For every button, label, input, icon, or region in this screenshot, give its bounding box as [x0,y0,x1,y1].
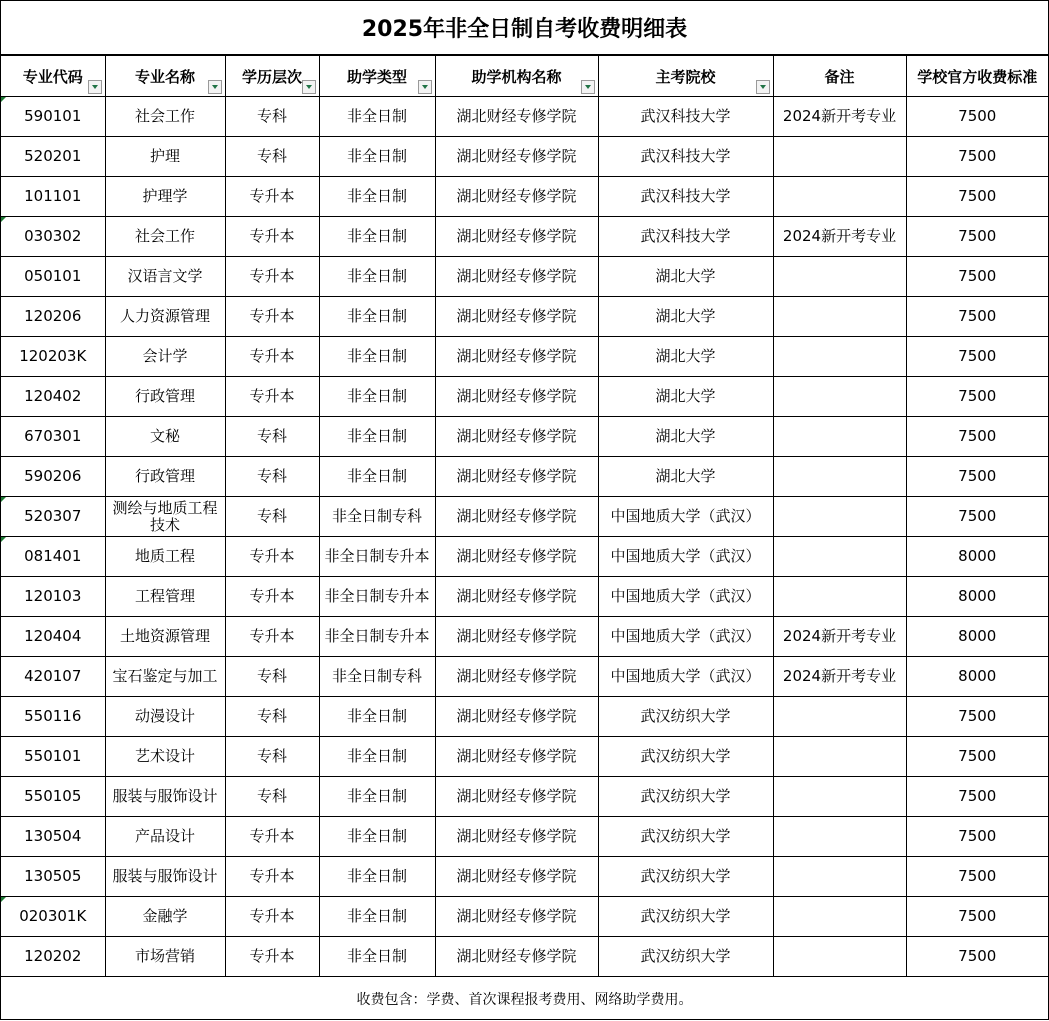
cell-type[interactable]: 非全日制 [319,857,435,897]
cell-type[interactable]: 非全日制 [319,177,435,217]
table-row [1,737,1048,777]
cell-org[interactable]: 湖北财经专修学院 [435,937,598,977]
cell-fee[interactable]: 8000 [906,577,1048,617]
cell-major[interactable]: 汉语言文学 [105,257,225,297]
cell-school[interactable]: 武汉纺织大学 [598,937,773,977]
error-indicator-triangle-icon [1,497,6,502]
cell-major[interactable]: 社会工作 [105,217,225,257]
cell-fee[interactable]: 7500 [906,497,1048,537]
cell-school[interactable]: 武汉纺织大学 [598,697,773,737]
cell-level[interactable]: 专升本 [225,377,319,417]
cell-level[interactable]: 专科 [225,417,319,457]
cell-level[interactable]: 专科 [225,697,319,737]
cell-note[interactable] [773,297,906,337]
cell-code[interactable]: 030302 [1,217,105,257]
cell-major[interactable]: 护理学 [105,177,225,217]
cell-note[interactable] [773,137,906,177]
cell-note[interactable] [773,697,906,737]
cell-code[interactable]: 120203K [1,337,105,377]
cell-fee[interactable]: 7500 [906,137,1048,177]
cell-type[interactable]: 非全日制 [319,457,435,497]
table-row [1,377,1048,417]
filter-dropdown-icon[interactable] [302,80,316,94]
cell-school[interactable]: 武汉科技大学 [598,177,773,217]
cell-school[interactable]: 湖北大学 [598,337,773,377]
cell-note[interactable] [773,337,906,377]
cell-type[interactable]: 非全日制 [319,337,435,377]
cell-major[interactable]: 服装与服饰设计 [105,857,225,897]
cell-code[interactable]: 081401 [1,537,105,577]
cell-fee[interactable]: 7500 [906,857,1048,897]
cell-type[interactable]: 非全日制 [319,897,435,937]
cell-level[interactable]: 专升本 [225,537,319,577]
cell-level[interactable]: 专科 [225,737,319,777]
cell-code[interactable]: 120404 [1,617,105,657]
cell-note[interactable] [773,817,906,857]
cell-note[interactable] [773,857,906,897]
cell-note[interactable] [773,377,906,417]
table-row [1,657,1048,697]
cell-code[interactable]: 520201 [1,137,105,177]
cell-type[interactable]: 非全日制专科 [319,657,435,697]
header-org: 助学机构名称 [435,56,598,97]
cell-fee[interactable]: 7500 [906,817,1048,857]
cell-note[interactable] [773,177,906,217]
cell-type[interactable]: 非全日制 [319,137,435,177]
cell-fee[interactable]: 7500 [906,217,1048,257]
cell-type[interactable]: 非全日制 [319,417,435,457]
cell-org[interactable]: 湖北财经专修学院 [435,737,598,777]
cell-fee[interactable]: 7500 [906,257,1048,297]
cell-major[interactable]: 文秘 [105,417,225,457]
cell-type[interactable]: 非全日制 [319,377,435,417]
cell-org[interactable]: 湖北财经专修学院 [435,457,598,497]
table-row [1,577,1048,617]
cell-code[interactable]: 050101 [1,257,105,297]
table-row [1,537,1048,577]
header-major: 专业名称 [105,56,225,97]
cell-major[interactable]: 动漫设计 [105,697,225,737]
cell-org[interactable]: 湖北财经专修学院 [435,257,598,297]
cell-fee[interactable]: 8000 [906,657,1048,697]
cell-school[interactable]: 中国地质大学（武汉） [598,657,773,697]
cell-type[interactable]: 非全日制专升本 [319,617,435,657]
cell-school[interactable]: 湖北大学 [598,417,773,457]
cell-note[interactable] [773,897,906,937]
cell-level[interactable]: 专科 [225,137,319,177]
cell-level[interactable]: 专升本 [225,937,319,977]
error-indicator-triangle-icon [1,897,6,902]
cell-level[interactable]: 专升本 [225,617,319,657]
cell-school[interactable]: 中国地质大学（武汉） [598,577,773,617]
cell-school[interactable]: 武汉纺织大学 [598,817,773,857]
cell-org[interactable]: 湖北财经专修学院 [435,177,598,217]
cell-note[interactable] [773,937,906,977]
cell-school[interactable]: 武汉纺织大学 [598,777,773,817]
cell-school[interactable]: 湖北大学 [598,257,773,297]
cell-fee[interactable]: 7500 [906,457,1048,497]
cell-fee[interactable]: 7500 [906,97,1048,137]
cell-code[interactable]: 550105 [1,777,105,817]
cell-fee[interactable]: 7500 [906,697,1048,737]
error-indicator-triangle-icon [1,217,6,222]
cell-school[interactable]: 中国地质大学（武汉） [598,617,773,657]
table-row [1,417,1048,457]
cell-org[interactable]: 湖北财经专修学院 [435,817,598,857]
cell-major[interactable]: 艺术设计 [105,737,225,777]
cell-level[interactable]: 专科 [225,497,319,537]
cell-note[interactable] [773,457,906,497]
table-row [1,257,1048,297]
header-row [1,56,1048,97]
cell-school[interactable]: 武汉纺织大学 [598,737,773,777]
footer-note: 收费包含：学费、首次课程报考费用、网络助学费用。 [356,992,693,1008]
cell-major[interactable]: 市场营销 [105,937,225,977]
cell-note[interactable]: 2024新开考专业 [773,657,906,697]
table-body [1,97,1048,977]
cell-major[interactable]: 人力资源管理 [105,297,225,337]
sheet-title: 2025年非全日制自考收费明细表 [1,1,1048,55]
cell-major[interactable]: 地质工程 [105,537,225,577]
cell-type[interactable]: 非全日制专科 [319,497,435,537]
cell-note[interactable]: 2024新开考专业 [773,97,906,137]
cell-level[interactable]: 专升本 [225,337,319,377]
cell-org[interactable]: 湖北财经专修学院 [435,137,598,177]
cell-school[interactable]: 武汉科技大学 [598,217,773,257]
table-row [1,337,1048,377]
cell-org[interactable]: 湖北财经专修学院 [435,297,598,337]
filter-dropdown-icon[interactable] [756,80,770,94]
cell-fee[interactable]: 8000 [906,617,1048,657]
cell-org[interactable]: 湖北财经专修学院 [435,497,598,537]
cell-fee[interactable]: 7500 [906,777,1048,817]
table-row [1,177,1048,217]
cell-major[interactable]: 会计学 [105,337,225,377]
table-row [1,937,1048,977]
cell-level[interactable]: 专升本 [225,217,319,257]
cell-major[interactable]: 服装与服饰设计 [105,777,225,817]
cell-major[interactable]: 行政管理 [105,457,225,497]
cell-note[interactable] [773,577,906,617]
error-indicator-triangle-icon [1,97,6,102]
cell-level[interactable]: 专科 [225,777,319,817]
cell-note[interactable] [773,777,906,817]
cell-org[interactable]: 湖北财经专修学院 [435,577,598,617]
header-school: 主考院校 [598,56,773,97]
cell-type[interactable]: 非全日制 [319,697,435,737]
header-code: 专业代码 [1,56,105,97]
table-row [1,897,1048,937]
cell-code[interactable]: 130505 [1,857,105,897]
cell-note[interactable]: 2024新开考专业 [773,617,906,657]
header-fee: 学校官方收费标准 [906,56,1048,97]
cell-org[interactable]: 湖北财经专修学院 [435,97,598,137]
cell-type[interactable]: 非全日制 [319,297,435,337]
table-row [1,137,1048,177]
cell-school[interactable]: 武汉科技大学 [598,97,773,137]
cell-org[interactable]: 湖北财经专修学院 [435,857,598,897]
cell-fee[interactable]: 8000 [906,537,1048,577]
cell-type[interactable]: 非全日制 [319,737,435,777]
cell-fee[interactable]: 7500 [906,897,1048,937]
cell-org[interactable]: 湖北财经专修学院 [435,777,598,817]
cell-type[interactable]: 非全日制专升本 [319,537,435,577]
cell-type[interactable]: 非全日制 [319,817,435,857]
cell-fee[interactable]: 7500 [906,737,1048,777]
cell-note[interactable]: 2024新开考专业 [773,217,906,257]
cell-org[interactable]: 湖北财经专修学院 [435,697,598,737]
cell-type[interactable]: 非全日制 [319,937,435,977]
cell-code[interactable]: 550116 [1,697,105,737]
cell-code[interactable]: 420107 [1,657,105,697]
table-row [1,97,1048,137]
cell-major[interactable]: 社会工作 [105,97,225,137]
cell-note[interactable] [773,417,906,457]
header-level: 学历层次 [225,56,319,97]
cell-code[interactable]: 120103 [1,577,105,617]
cell-org[interactable]: 湖北财经专修学院 [435,217,598,257]
filter-dropdown-icon[interactable] [581,80,595,94]
filter-dropdown-icon[interactable] [208,80,222,94]
cell-org[interactable]: 湖北财经专修学院 [435,417,598,457]
table-row [1,617,1048,657]
cell-level[interactable]: 专升本 [225,297,319,337]
cell-fee[interactable]: 7500 [906,937,1048,977]
cell-note[interactable] [773,737,906,777]
cell-level[interactable]: 专科 [225,657,319,697]
cell-code[interactable]: 101101 [1,177,105,217]
cell-code[interactable]: 020301K [1,897,105,937]
cell-level[interactable]: 专科 [225,457,319,497]
cell-major[interactable]: 测绘与地质工程技术 [105,497,225,537]
cell-level[interactable]: 专升本 [225,257,319,297]
table-row [1,817,1048,857]
cell-org[interactable]: 湖北财经专修学院 [435,337,598,377]
cell-level[interactable]: 专科 [225,97,319,137]
cell-level[interactable]: 专升本 [225,177,319,217]
table-row [1,497,1048,537]
cell-org[interactable]: 湖北财经专修学院 [435,617,598,657]
table-row [1,217,1048,257]
cell-code[interactable]: 670301 [1,417,105,457]
cell-school[interactable]: 武汉纺织大学 [598,857,773,897]
table-row [1,777,1048,817]
cell-major[interactable]: 行政管理 [105,377,225,417]
cell-level[interactable]: 专升本 [225,577,319,617]
cell-org[interactable]: 湖北财经专修学院 [435,657,598,697]
cell-level[interactable]: 专升本 [225,817,319,857]
filter-dropdown-icon[interactable] [88,80,102,94]
table-row [1,697,1048,737]
cell-fee[interactable]: 7500 [906,377,1048,417]
cell-type[interactable]: 非全日制 [319,777,435,817]
cell-org[interactable]: 湖北财经专修学院 [435,897,598,937]
cell-code[interactable]: 120202 [1,937,105,977]
header-type: 助学类型 [319,56,435,97]
error-indicator-triangle-icon [1,537,6,542]
cell-org[interactable]: 湖北财经专修学院 [435,537,598,577]
filter-dropdown-icon[interactable] [418,80,432,94]
cell-level[interactable]: 专升本 [225,897,319,937]
cell-note[interactable] [773,537,906,577]
cell-major[interactable]: 土地资源管理 [105,617,225,657]
cell-note[interactable] [773,497,906,537]
cell-school[interactable]: 中国地质大学（武汉） [598,537,773,577]
cell-school[interactable]: 湖北大学 [598,297,773,337]
cell-fee[interactable]: 7500 [906,417,1048,457]
table-row [1,857,1048,897]
fee-table [1,55,1048,977]
cell-major[interactable]: 工程管理 [105,577,225,617]
cell-type[interactable]: 非全日制专升本 [319,577,435,617]
cell-fee[interactable]: 7500 [906,177,1048,217]
header-note: 备注 [773,56,906,97]
cell-major[interactable]: 产品设计 [105,817,225,857]
cell-type[interactable]: 非全日制 [319,257,435,297]
cell-org[interactable]: 湖北财经专修学院 [435,377,598,417]
table-row [1,297,1048,337]
cell-school[interactable]: 中国地质大学（武汉） [598,497,773,537]
cell-school[interactable]: 武汉纺织大学 [598,897,773,937]
cell-major[interactable]: 宝石鉴定与加工 [105,657,225,697]
cell-type[interactable]: 非全日制 [319,217,435,257]
cell-code[interactable]: 120206 [1,297,105,337]
cell-school[interactable]: 湖北大学 [598,377,773,417]
cell-school[interactable]: 湖北大学 [598,457,773,497]
cell-code[interactable]: 550101 [1,737,105,777]
cell-code[interactable]: 120402 [1,377,105,417]
cell-code[interactable]: 590101 [1,97,105,137]
cell-code[interactable]: 130504 [1,817,105,857]
cell-code[interactable]: 520307 [1,497,105,537]
cell-note[interactable] [773,257,906,297]
cell-major[interactable]: 护理 [105,137,225,177]
cell-type[interactable]: 非全日制 [319,97,435,137]
cell-code[interactable]: 590206 [1,457,105,497]
cell-school[interactable]: 武汉科技大学 [598,137,773,177]
table-row [1,457,1048,497]
cell-major[interactable]: 金融学 [105,897,225,937]
cell-level[interactable]: 专升本 [225,857,319,897]
cell-fee[interactable]: 7500 [906,337,1048,377]
cell-fee[interactable]: 7500 [906,297,1048,337]
